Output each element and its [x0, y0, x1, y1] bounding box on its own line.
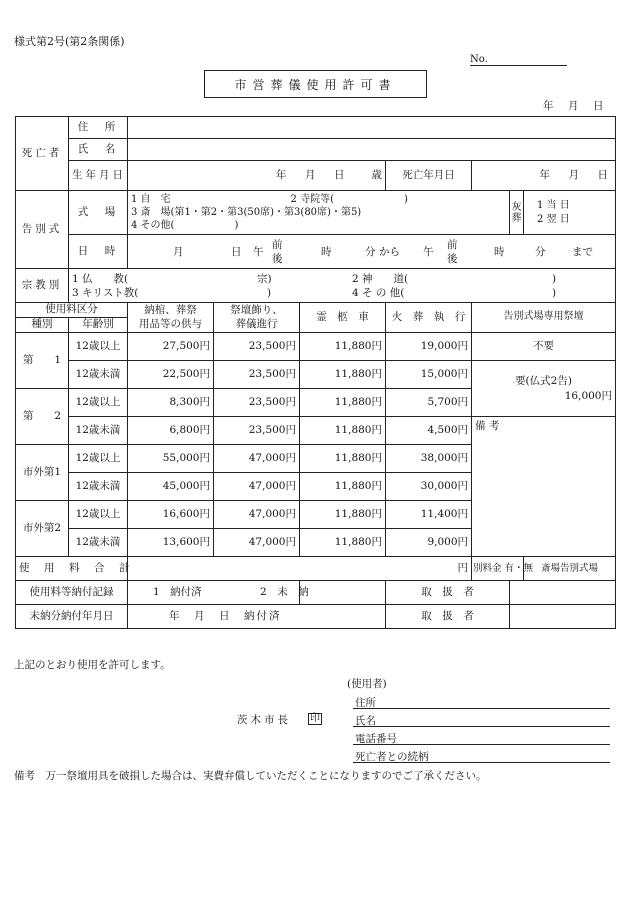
fee-hearse: 11,880円 [300, 501, 386, 529]
venue-other[interactable]: 4 その他( ) [131, 220, 239, 231]
fee-altar: 47,000円 [214, 529, 300, 557]
fee-cremation: 4,500円 [386, 417, 472, 445]
footer-note: 備考 万一祭壇用具を破損した場合は、実費弁償していただくことになりますのでご了承ください。 [14, 770, 487, 782]
fee-hearse: 11,880円 [300, 445, 386, 473]
fee-col-coffin-l2: 用品等の供与 [139, 317, 202, 330]
fee-hearse: 11,880円 [300, 389, 386, 417]
hall-altar-not-required[interactable]: 不要 [472, 333, 616, 361]
cremation-same-day[interactable]: 1 当 日 [537, 199, 570, 211]
hall-altar-required-fee: 16,000円 [564, 389, 612, 402]
cremation-next-day[interactable]: 2 翌 日 [537, 213, 570, 225]
form-number: 様式第2号(第2条関係) [14, 35, 125, 48]
name-label: 氏 名 [69, 139, 128, 161]
fee-hearse: 11,880円 [300, 529, 386, 557]
fee-category-label: 使用料区分 [16, 303, 128, 318]
hall-altar-required-label: 要(仏式2告) [515, 374, 572, 387]
fee-altar: 23,500円 [214, 361, 300, 389]
dt-minute: 分 [365, 245, 376, 258]
unpaid-date-field[interactable] [128, 605, 386, 629]
document-title: 市営葬儀使用許可書 [204, 70, 427, 98]
permit-form-table [15, 116, 616, 629]
fee-coffin: 16,600円 [128, 501, 214, 529]
unpaid-handler-label: 取 扱 者 [386, 605, 510, 629]
fee-cremation: 11,400円 [386, 501, 472, 529]
unpaid-date-label: 未納分納付年月日 [16, 605, 128, 629]
hall-note: 斎場告別式場 [524, 557, 616, 581]
fee-type: 市外第1 [16, 445, 69, 501]
approval-text: 上記のとおり使用を許可します。 [14, 659, 171, 671]
fee-age: 12歳未満 [69, 417, 128, 445]
deceased-address-field[interactable] [128, 117, 616, 139]
fee-altar: 23,500円 [214, 389, 300, 417]
total-field[interactable] [128, 557, 472, 581]
dt-hour: 時 [321, 245, 332, 258]
address-label: 住 所 [69, 117, 128, 139]
datetime-label: 日 時 [69, 235, 128, 269]
fee-altar: 47,000円 [214, 473, 300, 501]
venue-label: 式 場 [69, 191, 128, 235]
extra-fee-option[interactable]: 別料金 有・無 [472, 557, 524, 581]
fee-type: 市外第2 [16, 501, 69, 557]
user-phone-label: 電話番号 [355, 733, 397, 745]
fee-altar: 23,500円 [214, 333, 300, 361]
birthdate-value: 年 月 日 [276, 168, 349, 181]
fee-hearse: 11,880円 [300, 361, 386, 389]
fee-coffin: 13,600円 [128, 529, 214, 557]
fee-hearse: 11,880円 [300, 473, 386, 501]
remarks-label: 備 考 [475, 420, 500, 432]
total-yen: 円 [457, 561, 468, 574]
fee-col-altar [214, 303, 300, 333]
no-field[interactable] [470, 53, 567, 66]
religion-label: 宗教別 [16, 269, 69, 303]
fee-type: 第 2 [16, 389, 69, 445]
fee-coffin: 55,000円 [128, 445, 214, 473]
religion-buddhism-close: 宗) [257, 272, 272, 285]
fee-age-label: 年齢別 [69, 318, 128, 333]
fee-age: 12歳未満 [69, 529, 128, 557]
payment-blank[interactable] [300, 581, 386, 605]
death-date-field[interactable]: 年 月 日 [472, 161, 616, 191]
table-row [16, 417, 616, 445]
fee-age: 12歳以上 [69, 333, 128, 361]
fee-altar: 23,500円 [214, 417, 300, 445]
fee-type: 第 1 [16, 333, 69, 389]
unpaid-handler-field[interactable] [510, 605, 616, 629]
venue-temple[interactable]: 2 寺院等( [290, 194, 334, 205]
datetime-field[interactable] [128, 235, 616, 269]
fee-coffin: 8,300円 [128, 389, 214, 417]
dt-minute-2: 分 [535, 245, 546, 258]
fee-cremation: 19,000円 [386, 333, 472, 361]
user-phone-field[interactable] [353, 732, 610, 745]
fee-cremation: 5,700円 [386, 389, 472, 417]
fee-coffin: 22,500円 [128, 361, 214, 389]
religion-other-close: ) [552, 286, 557, 299]
fee-coffin: 45,000円 [128, 473, 214, 501]
fee-cremation: 9,000円 [386, 529, 472, 557]
venue-temple-close: ) [404, 194, 408, 205]
venue-options[interactable] [128, 191, 510, 235]
fee-cremation: 38,000円 [386, 445, 472, 473]
death-date-label: 死亡年月日 [386, 161, 472, 191]
user-name-label: 氏名 [355, 715, 376, 727]
fee-hearse: 11,880円 [300, 417, 386, 445]
deceased-label: 死亡者 [16, 117, 69, 191]
user-address-field[interactable] [353, 696, 610, 709]
user-address-label: 住所 [355, 697, 376, 709]
religion-buddhism[interactable]: 1 仏 教( [72, 272, 129, 285]
fee-type-label: 種別 [16, 318, 69, 333]
fee-col-coffin [128, 303, 214, 333]
venue-home[interactable]: 1 自 宅 [131, 194, 171, 205]
fee-age: 12歳以上 [69, 389, 128, 417]
dt-ampm-2: 午 [423, 245, 434, 258]
user-relation-label: 死亡者との続柄 [355, 751, 429, 763]
fee-coffin: 27,500円 [128, 333, 214, 361]
dt-from: から [379, 245, 400, 258]
fee-altar: 47,000円 [214, 501, 300, 529]
fee-cremation: 15,000円 [386, 361, 472, 389]
dt-pm[interactable]: 後 [272, 252, 283, 265]
fee-hearse: 11,880円 [300, 333, 386, 361]
table-row [16, 361, 616, 389]
fee-age: 12歳未満 [69, 361, 128, 389]
ceremony-label: 告別式 [16, 191, 69, 269]
user-name-field[interactable] [353, 714, 610, 727]
seal-mark [308, 713, 322, 725]
fee-col-altar-l2: 葬儀進行 [235, 317, 278, 330]
venue-funeral-hall[interactable]: 3 斎 場(第1・第2・第3(50席)・第3(80席)・第5) [131, 207, 362, 218]
religion-christian[interactable]: 3 キリスト教( [72, 286, 139, 299]
religion-shinto[interactable]: 2 神 道( [352, 272, 409, 285]
mayor-name: 茨木市長 [237, 714, 291, 726]
fee-coffin: 6,800円 [128, 417, 214, 445]
payment-handler-label: 取 扱 者 [386, 581, 510, 605]
payment-paid[interactable]: 1 納付済 [153, 585, 202, 598]
fee-col-coffin-l1: 納棺、葬祭 [144, 304, 197, 317]
payment-handler-field[interactable] [510, 581, 616, 605]
dt-am-2[interactable]: 前 [447, 238, 458, 251]
fee-age: 12歳以上 [69, 501, 128, 529]
religion-christian-close: ) [267, 286, 272, 299]
table-row [16, 333, 616, 361]
dt-day: 日 [231, 245, 242, 258]
fee-col-altar-l1: 祭壇飾り、 [230, 304, 283, 317]
unpaid-date-value: 年 月 日 納付済 [169, 609, 282, 622]
total-label: 使 用 料 合 計 [16, 557, 128, 581]
religion-options[interactable] [69, 269, 616, 303]
payment-status[interactable] [128, 581, 309, 605]
hall-altar-required[interactable] [472, 361, 616, 417]
fee-col-hearse: 霊 柩 車 [300, 303, 386, 333]
user-relation-field[interactable] [353, 750, 610, 763]
dt-hour-2: 時 [494, 245, 505, 258]
user-heading: (使用者) [347, 678, 387, 690]
fee-col-cremation: 火 葬 執 行 [386, 303, 472, 333]
birthdate-field[interactable] [128, 161, 386, 191]
deceased-name-field[interactable] [128, 139, 616, 161]
fee-age: 12歳未満 [69, 473, 128, 501]
payment-unpaid[interactable]: 2 未 納 [260, 585, 309, 598]
fee-age: 12歳以上 [69, 445, 128, 473]
fee-altar: 47,000円 [214, 445, 300, 473]
issue-date: 年 月 日 [543, 100, 606, 112]
religion-shinto-close: ) [552, 272, 557, 285]
fee-col-hall-altar: 告別式場専用祭壇 [472, 303, 616, 333]
dt-month: 月 [173, 245, 184, 258]
cremation-label: 灰葬 [510, 191, 524, 235]
religion-other[interactable]: 4 そ の 他( [352, 286, 405, 299]
payment-record-label: 使用料等納付記録 [16, 581, 128, 605]
no-label: No. [470, 54, 488, 65]
fee-cremation: 30,000円 [386, 473, 472, 501]
dt-ampm: 午 [253, 245, 264, 258]
dt-pm-2[interactable]: 後 [447, 252, 458, 265]
dt-am[interactable]: 前 [272, 238, 283, 251]
dt-until: まで [572, 245, 593, 258]
cremation-options[interactable] [524, 191, 616, 235]
age-suffix: 歳 [371, 168, 382, 181]
seal-stamp: 印 [310, 713, 320, 724]
birthdate-label: 生年月日 [69, 161, 128, 191]
remarks-field[interactable] [472, 417, 616, 557]
